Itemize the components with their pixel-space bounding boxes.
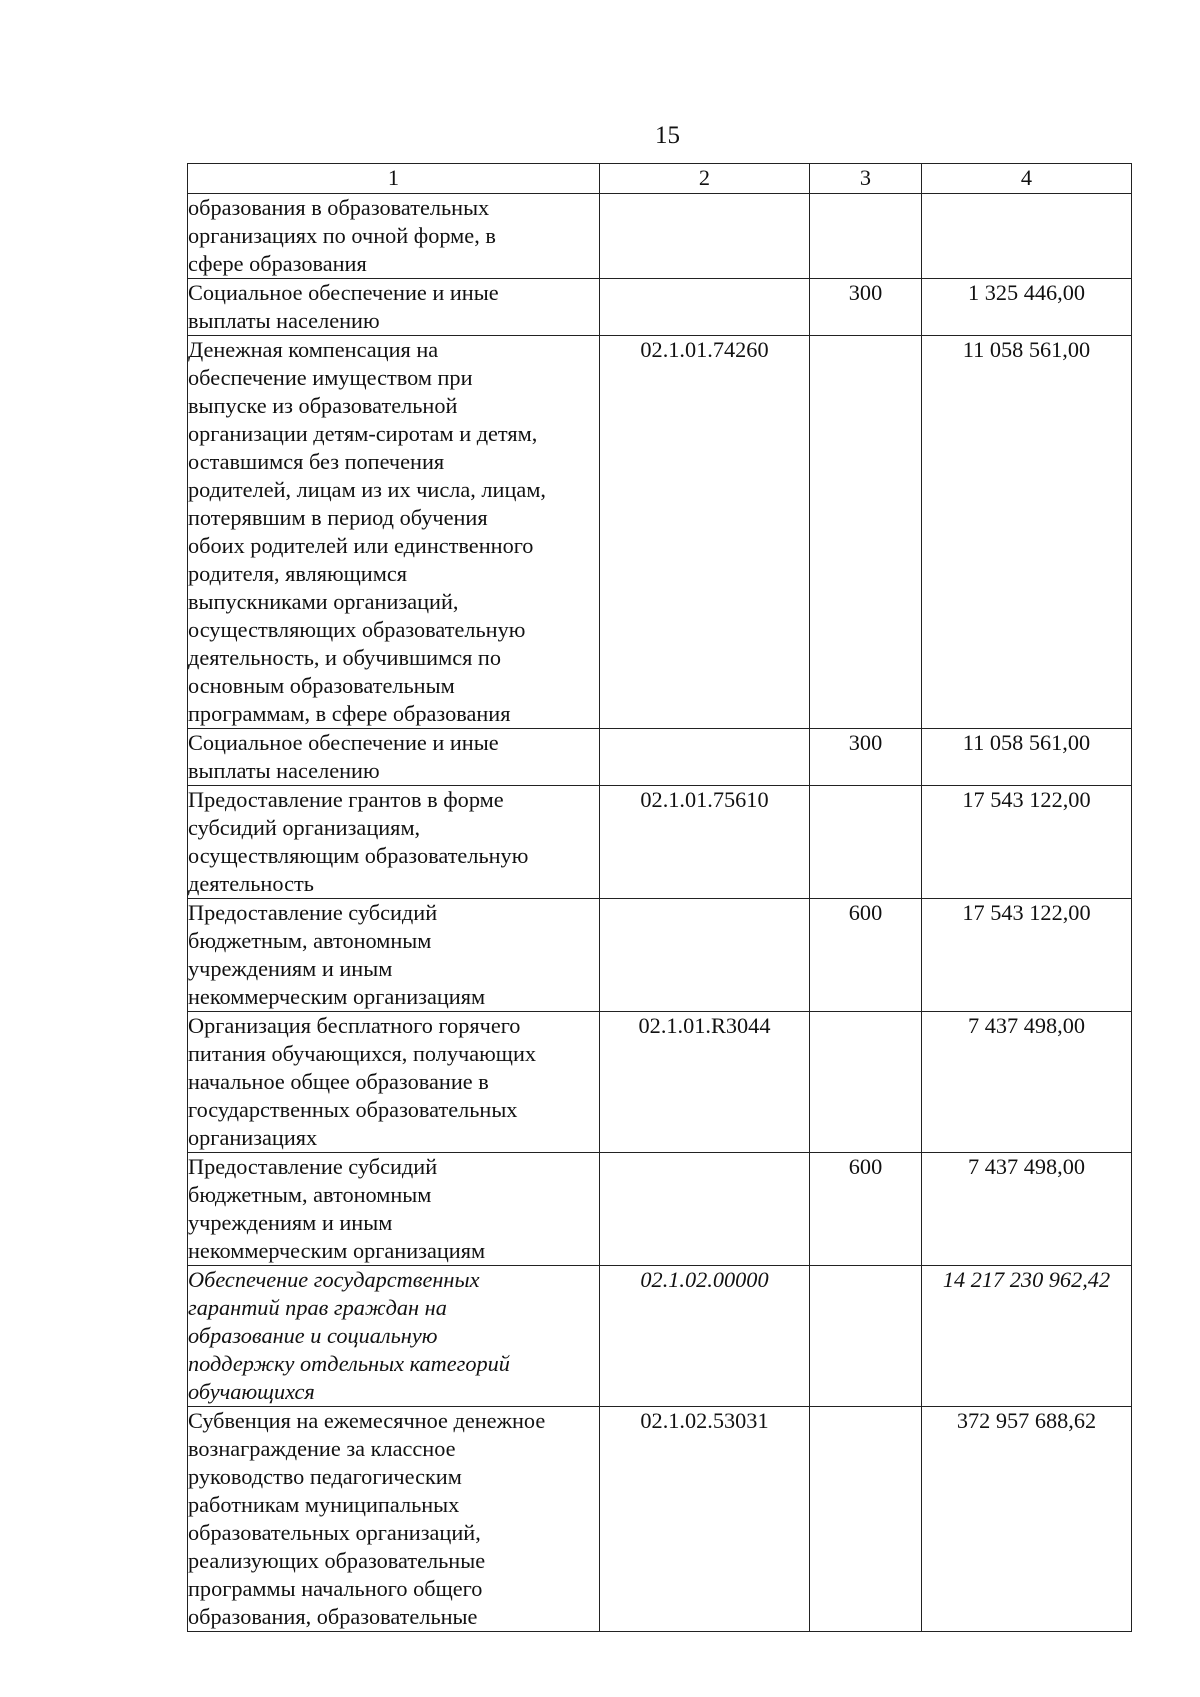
header-row <box>188 164 1132 194</box>
row-kind <box>810 1012 922 1153</box>
row-kind <box>810 194 922 279</box>
row-name: Денежная компенсация на обеспечение имуществом при выпуске из образовательной организации детям-сиротам и детям, оставшимся без попечения родителей, лицам из их числа, лицам, потерявшим в период обучения обоих родителей или единственного родителя, являющимся выпускниками организаций, осуществляющих образовательную деятельность, и обучившимся по основным образовательным программам, в сфере образования <box>188 336 600 729</box>
row-kind <box>810 1266 922 1407</box>
row-kind: 600 <box>810 1153 922 1266</box>
row-code <box>600 729 810 786</box>
table-row <box>188 1153 1132 1266</box>
row-code: 02.1.02.00000 <box>600 1266 810 1407</box>
row-name: Предоставление грантов в форме субсидий организациям, осуществляющим образовательную деятельность <box>188 786 600 899</box>
row-code: 02.1.01.R3044 <box>600 1012 810 1153</box>
row-code: 02.1.01.75610 <box>600 786 810 899</box>
row-kind <box>810 1407 922 1632</box>
row-kind: 300 <box>810 729 922 786</box>
row-name: Социальное обеспечение и иные выплаты населению <box>188 729 600 786</box>
table-row <box>188 1012 1132 1153</box>
table-row <box>188 1266 1132 1407</box>
row-amount: 11 058 561,00 <box>922 336 1132 729</box>
row-kind: 600 <box>810 899 922 1012</box>
table-row <box>188 336 1132 729</box>
row-amount: 7 437 498,00 <box>922 1153 1132 1266</box>
header-col-2: 2 <box>600 164 810 194</box>
table-row <box>188 1407 1132 1632</box>
row-name: Социальное обеспечение и иные выплаты населению <box>188 279 600 336</box>
table-row <box>188 194 1132 279</box>
row-code: 02.1.01.74260 <box>600 336 810 729</box>
row-kind <box>810 336 922 729</box>
table-row <box>188 729 1132 786</box>
row-name: Обеспечение государственных гарантий прав граждан на образование и социальную поддержку отдельных категорий обучающихся <box>188 1266 600 1407</box>
row-amount: 1 325 446,00 <box>922 279 1132 336</box>
row-amount: 14 217 230 962,42 <box>922 1266 1132 1407</box>
row-amount: 11 058 561,00 <box>922 729 1132 786</box>
header-col-3: 3 <box>810 164 922 194</box>
table-row <box>188 279 1132 336</box>
row-code <box>600 899 810 1012</box>
page-number: 15 <box>655 122 680 149</box>
table-row <box>188 899 1132 1012</box>
header-col-4: 4 <box>922 164 1132 194</box>
row-name: образования в образовательных организациях по очной форме, в сфере образования <box>188 194 600 279</box>
row-code <box>600 194 810 279</box>
row-name: Предоставление субсидий бюджетным, автономным учреждениям и иным некоммерческим организациям <box>188 1153 600 1266</box>
table-row <box>188 786 1132 899</box>
row-amount: 17 543 122,00 <box>922 899 1132 1012</box>
row-name: Субвенция на ежемесячное денежное вознаграждение за классное руководство педагогическим работникам муниципальных образовательных организаций, реализующих образовательные программы начального общего образования, образовательные <box>188 1407 600 1632</box>
row-code <box>600 1153 810 1266</box>
row-name: Предоставление субсидий бюджетным, автономным учреждениям и иным некоммерческим организациям <box>188 899 600 1012</box>
row-code <box>600 279 810 336</box>
row-amount: 372 957 688,62 <box>922 1407 1132 1632</box>
row-name: Организация бесплатного горячего питания обучающихся, получающих начальное общее образование в государственных образовательных организациях <box>188 1012 600 1153</box>
row-kind: 300 <box>810 279 922 336</box>
row-amount: 7 437 498,00 <box>922 1012 1132 1153</box>
row-code: 02.1.02.53031 <box>600 1407 810 1632</box>
budget-table <box>187 163 1132 1632</box>
row-amount: 17 543 122,00 <box>922 786 1132 899</box>
row-kind <box>810 786 922 899</box>
header-col-1: 1 <box>188 164 600 194</box>
row-amount <box>922 194 1132 279</box>
